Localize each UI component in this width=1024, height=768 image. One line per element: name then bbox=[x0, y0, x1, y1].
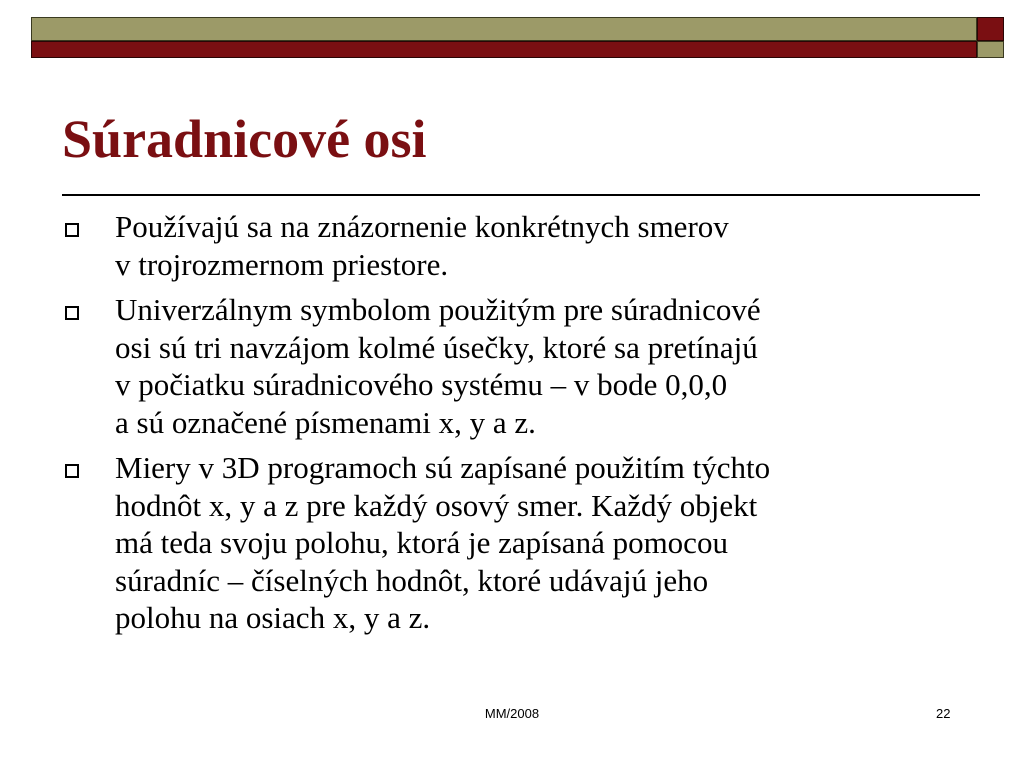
bullet-text bbox=[115, 208, 729, 283]
bullet-list bbox=[62, 208, 982, 645]
bullet-text bbox=[115, 291, 761, 441]
header-band-olive bbox=[31, 17, 977, 41]
slide-title: Súradnicové osi bbox=[62, 109, 427, 169]
page-number: 22 bbox=[936, 706, 951, 721]
bullet-item bbox=[62, 291, 982, 441]
header-corner-square-maroon bbox=[977, 17, 1004, 41]
header-band-maroon bbox=[31, 41, 977, 58]
bullet-line: súradníc – číselných hodnôt, ktoré udávajú jeho bbox=[115, 562, 709, 598]
bullet-line: a sú označené písmenami x, y a z. bbox=[115, 404, 536, 440]
bullet-line: osi sú tri navzájom kolmé úsečky, ktoré sa pretínajú bbox=[115, 329, 758, 365]
bullet-line: v počiatku súradnicového systému – v bode 0,0,0 bbox=[115, 367, 728, 402]
bullet-item bbox=[62, 449, 982, 637]
bullet-line: hodnôt x, y a z pre každý osový smer. Každý objekt bbox=[115, 487, 758, 523]
bullet-line: Miery v 3D programoch sú zapísané použitím týchto bbox=[115, 450, 771, 485]
bullet-line: má teda svoju polohu, ktorá je zapísaná pomocou bbox=[115, 525, 728, 560]
hollow-square-bullet-icon bbox=[65, 464, 79, 478]
bullet-line: polohu na osiach x, y a z. bbox=[115, 600, 431, 635]
hollow-square-bullet-icon bbox=[65, 223, 79, 237]
bullet-line: Používajú sa na znázornenie konkrétnych smerov bbox=[115, 209, 729, 244]
hollow-square-bullet-icon bbox=[65, 306, 79, 320]
bullet-line: Univerzálnym symbolom použitým pre súradnicové bbox=[115, 292, 761, 327]
title-divider bbox=[62, 194, 980, 196]
footer-text: MM/2008 bbox=[484, 706, 540, 721]
bullet-item bbox=[62, 208, 982, 283]
bullet-text bbox=[115, 449, 770, 637]
bullet-line: v trojrozmernom priestore. bbox=[115, 246, 449, 282]
header-corner-square-olive bbox=[977, 41, 1004, 58]
